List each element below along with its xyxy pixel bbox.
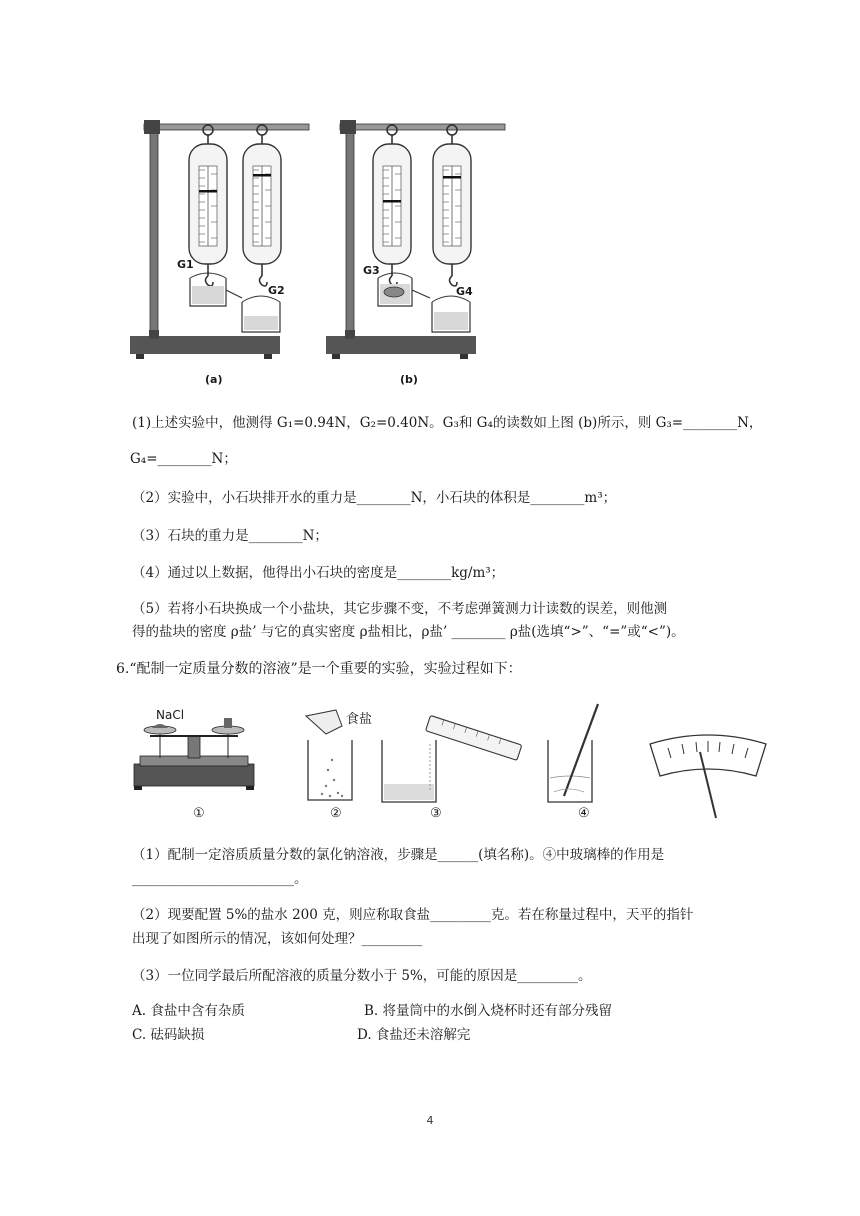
balance-illustration bbox=[134, 718, 254, 790]
option-a: A. 食盐中含有杂质 bbox=[132, 1003, 245, 1019]
label-g4: G4 bbox=[456, 285, 473, 298]
nacl-label: NaCl bbox=[156, 708, 185, 722]
q5-part4: （4）通过以上数据，他得出小石块的密度是________kg/m³； bbox=[132, 565, 505, 581]
caption-a: (a) bbox=[205, 373, 223, 386]
q5-part2: （2）实验中，小石块排开水的重力是________N，小石块的体积是________m³； bbox=[132, 490, 617, 506]
spring-scale-figure bbox=[130, 108, 530, 388]
label-g1: G1 bbox=[177, 258, 194, 271]
q6-part1-line1: （1）配制一定溶质质量分数的氯化钠溶液，步骤是______(填名称)。④中玻璃棒的作用是 bbox=[132, 847, 665, 863]
label-g2: G2 bbox=[268, 284, 285, 297]
q5-part5-line1: （5）若将小石块换成一个小盐块，其它步骤不变，不考虑弹簧测力计读数的误差，则他测 bbox=[132, 601, 668, 617]
step4-label: ④ bbox=[578, 806, 590, 821]
q5-part1-line2: G₄=________N； bbox=[130, 451, 237, 467]
label-g3: G3 bbox=[363, 264, 380, 277]
salt-label: 食盐 bbox=[346, 712, 373, 727]
q6-part3: （3）一位同学最后所配溶液的质量分数小于 5%，可能的原因是_________。 bbox=[132, 968, 592, 984]
step1-label: ① bbox=[193, 806, 205, 821]
option-b: B. 将量筒中的水倒入烧杯时还有部分残留 bbox=[364, 1003, 613, 1019]
step2-label: ② bbox=[330, 806, 342, 821]
q6-part2-line1: （2）现要配置 5%的盐水 200 克，则应称取食盐_________克。若在称量过程中，天平的指针 bbox=[132, 907, 694, 923]
q6-part1-line2: ________________________。 bbox=[132, 871, 308, 887]
pour-water-illustration bbox=[382, 715, 522, 802]
stir-illustration bbox=[548, 704, 598, 802]
step3-label: ③ bbox=[430, 806, 442, 821]
option-d: D. 食盐还未溶解完 bbox=[357, 1027, 471, 1043]
q6-title: 6.“配制一定质量分数的溶液”是一个重要的实验，实验过程如下： bbox=[116, 661, 522, 677]
solution-prep-figure bbox=[130, 700, 770, 830]
q5-part3: （3）石块的重力是________N； bbox=[132, 528, 328, 544]
q5-part1-line1: (1)上述实验中，他测得 G₁=0.94N，G₂=0.40N。G₃和 G₄的读数如上图 (b)所示，则 G₃=________N， bbox=[132, 415, 763, 431]
balance-dial bbox=[650, 735, 766, 818]
option-c: C. 砝码缺损 bbox=[132, 1027, 205, 1043]
caption-b: (b) bbox=[400, 373, 418, 386]
q5-part5-line2: 得的盐块的密度 ρ盐’ 与它的真实密度 ρ盐相比，ρ盐’ ________ ρ盐(选填“>”、“=”或“<”)。 bbox=[132, 624, 685, 640]
page-number: 4 bbox=[426, 1114, 434, 1127]
q6-part2-line2: 出现了如图所示的情况，该如何处理？_________ bbox=[132, 931, 423, 947]
